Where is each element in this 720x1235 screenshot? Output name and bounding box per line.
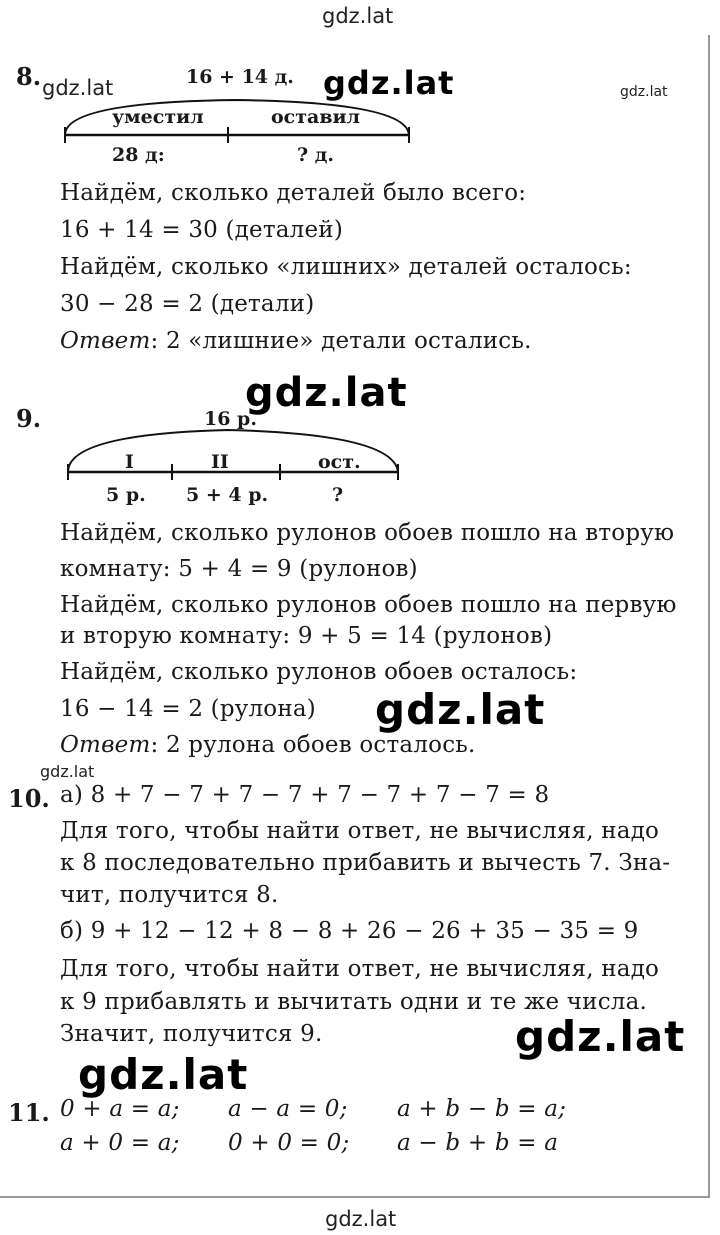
task-9-b1-label: 5 р. xyxy=(106,484,146,506)
task-8-left-bottom-label: 28 д: xyxy=(112,144,165,166)
task-11-r1-c3: a + b − b = a; xyxy=(397,1096,567,1122)
task-9-seg2-label: II xyxy=(211,451,229,473)
task-10-line-1: а) 8 + 7 − 7 + 7 − 7 + 7 − 7 + 7 − 7 = 8 xyxy=(60,782,550,808)
watermark: gdz.lat xyxy=(323,64,455,102)
task-8-line-4: 30 − 28 = 2 (детали) xyxy=(60,291,315,317)
task-8-right-bottom-label: ? д. xyxy=(297,144,335,166)
task-8-line-3: Найдём, сколько «лишних» деталей осталось: xyxy=(60,254,632,280)
task-11-number: 11. xyxy=(8,1098,50,1127)
watermark-footer: gdz.lat xyxy=(325,1207,397,1231)
task-9-line-5: Найдём, сколько рулонов обоев осталось: xyxy=(60,659,578,685)
answer-label: Ответ xyxy=(60,328,151,354)
task-10-line-2: Для того, чтобы найти ответ, не вычисляя, надо xyxy=(60,818,660,844)
task-9-b3-label: ? xyxy=(332,484,344,506)
task-9-seg3-label: ост. xyxy=(318,451,361,473)
answer-text: : 2 «лишние» детали остались. xyxy=(150,328,532,354)
task-9-line-3: Найдём, сколько рулонов обоев пошло на первую xyxy=(60,592,677,618)
task-10-line-6: Для того, чтобы найти ответ, не вычисляя, надо xyxy=(60,956,660,982)
task-11-r2-c2: 0 + 0 = 0; xyxy=(228,1130,350,1156)
watermark: gdz.lat xyxy=(42,76,114,100)
watermark: gdz.lat xyxy=(245,370,408,416)
watermark-header: gdz.lat xyxy=(322,4,394,28)
task-8-line-1: Найдём, сколько деталей было всего: xyxy=(60,180,527,206)
answer-text: : 2 рулона обоев осталось. xyxy=(150,732,476,758)
task-8-left-top-label: уместил xyxy=(112,106,204,128)
answer-label: Ответ xyxy=(60,732,151,758)
task-8-answer xyxy=(60,328,532,354)
watermark: gdz.lat xyxy=(78,1050,249,1099)
task-9-line-1: Найдём, сколько рулонов обоев пошло на вторую xyxy=(60,520,675,546)
task-10-line-5: б) 9 + 12 − 12 + 8 − 8 + 26 − 26 + 35 − 35 = 9 xyxy=(60,918,639,944)
task-9-b2-label: 5 + 4 р. xyxy=(186,484,269,506)
task-11-r2-c1: a + 0 = a; xyxy=(60,1130,180,1156)
task-9-number: 9. xyxy=(16,404,42,433)
task-10-line-3: к 8 последовательно прибавить и вычесть 7. Зна- xyxy=(60,850,671,876)
watermark: gdz.lat xyxy=(375,685,546,734)
task-8-total-label: 16 + 14 д. xyxy=(186,66,294,88)
task-8-segment-diagram xyxy=(55,90,425,150)
task-8-number: 8. xyxy=(16,62,42,91)
task-10-line-4: чит, получится 8. xyxy=(60,882,279,908)
watermark: gdz.lat xyxy=(40,762,95,781)
task-11-r1-c2: a − a = 0; xyxy=(228,1096,348,1122)
task-10-line-7: к 9 прибавлять и вычитать одни и те же числа. xyxy=(60,989,648,1015)
task-10-number: 10. xyxy=(8,784,50,813)
task-9-line-4: и вторую комнату: 9 + 5 = 14 (рулонов) xyxy=(60,623,553,649)
task-8-line-2: 16 + 14 = 30 (деталей) xyxy=(60,217,344,243)
task-9-line-6: 16 − 14 = 2 (рулона) xyxy=(60,696,316,722)
task-10-line-8: Значит, получится 9. xyxy=(60,1021,323,1047)
watermark: gdz.lat xyxy=(515,1012,686,1061)
task-11-r1-c1: 0 + a = a; xyxy=(60,1096,180,1122)
watermark: gdz.lat xyxy=(620,84,668,100)
task-9-line-2: комнату: 5 + 4 = 9 (рулонов) xyxy=(60,556,418,582)
task-9-answer xyxy=(60,732,476,758)
task-11-r2-c3: a − b + b = a xyxy=(397,1130,559,1156)
task-8-right-top-label: оставил xyxy=(271,106,361,128)
task-9-total-label: 16 р. xyxy=(204,408,257,430)
task-9-seg1-label: I xyxy=(125,451,134,473)
